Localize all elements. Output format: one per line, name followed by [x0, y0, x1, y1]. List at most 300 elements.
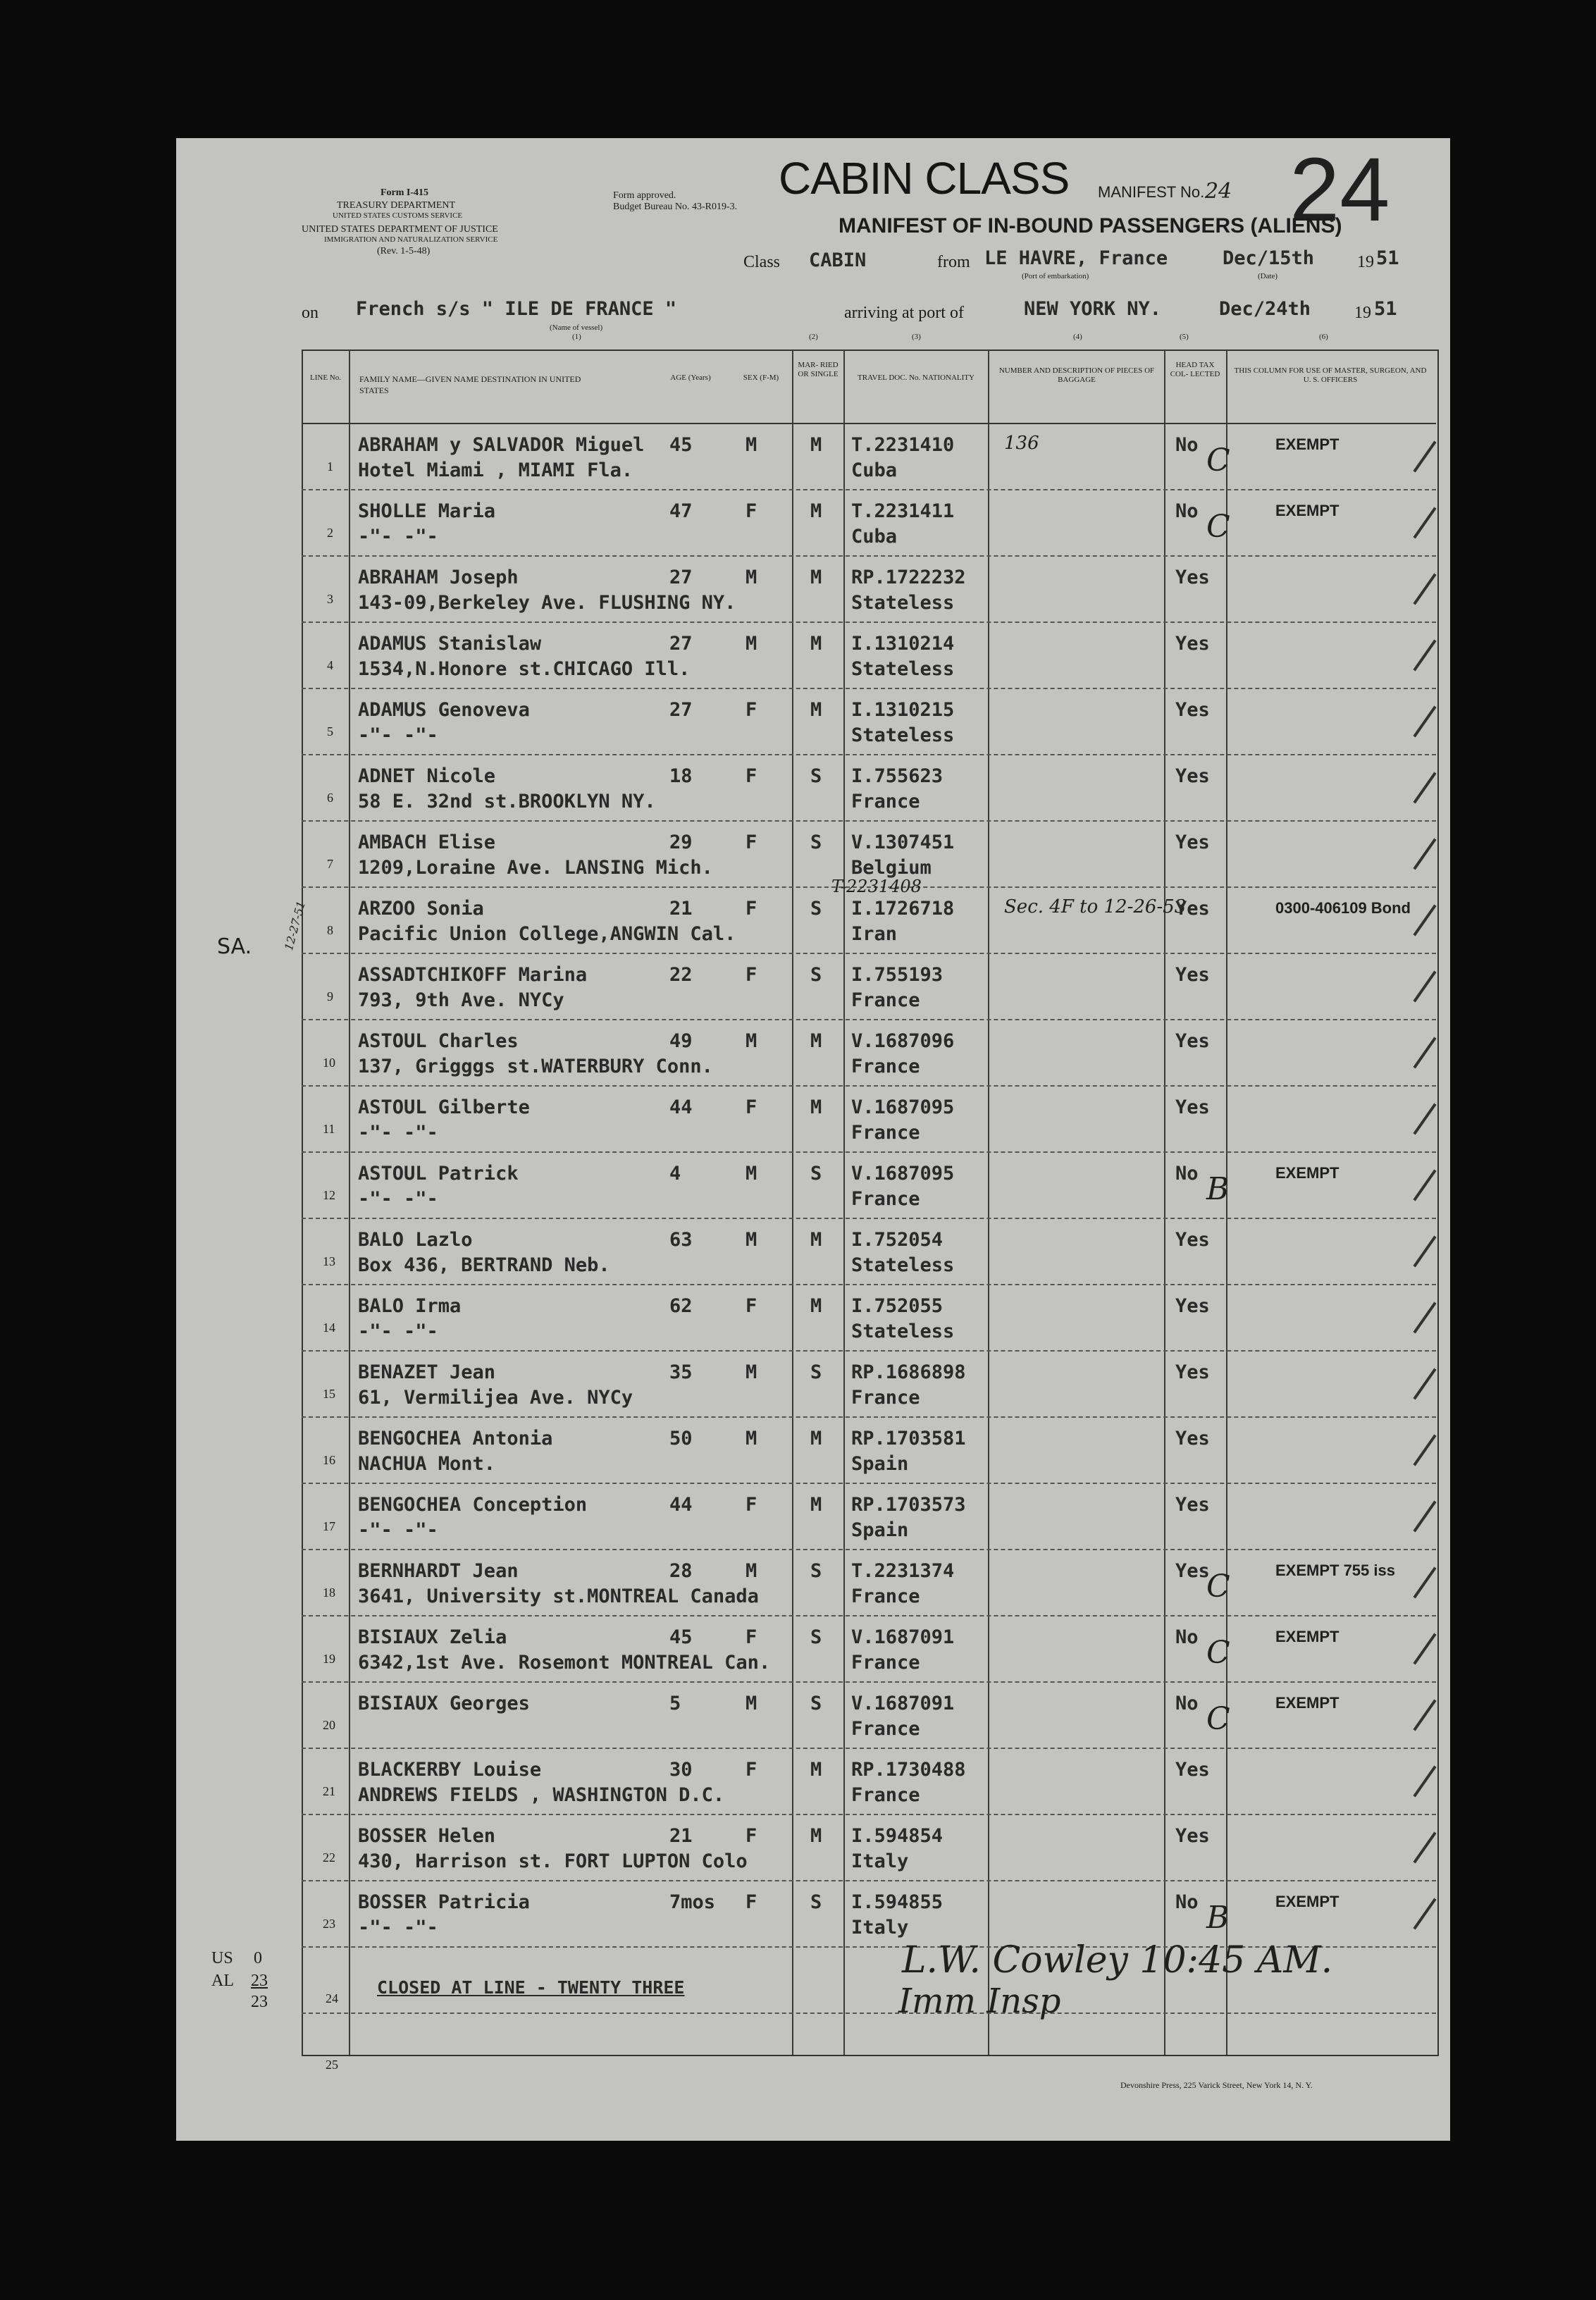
sex: F [746, 1494, 757, 1516]
header-age: AGE (Years) [670, 373, 711, 382]
officer-note: EXEMPT 755 iss [1275, 1562, 1395, 1579]
age: 27 [669, 699, 693, 721]
age: 45 [669, 1626, 693, 1648]
nationality: Stateless [851, 724, 955, 746]
head-tax-collected: No [1175, 1891, 1199, 1913]
marital-status: M [810, 1428, 822, 1449]
line-number: 7 [327, 857, 333, 871]
form-revision: (Rev. 1-5-48) [377, 246, 431, 256]
head-tax-collected: Yes [1175, 1494, 1210, 1516]
date-caption: (Date) [1258, 272, 1278, 280]
head-tax-collected: Yes [1175, 1361, 1210, 1383]
row-separator [302, 2013, 1436, 2014]
line-number: 16 [323, 1453, 335, 1467]
age: 28 [669, 1560, 693, 1582]
alien-count-label: AL [211, 1972, 234, 1990]
class-label: Class [743, 253, 781, 271]
header-travel-doc: TRAVEL DOC. No. NATIONALITY [858, 373, 975, 382]
line-number: 2 [327, 526, 333, 540]
year-prefix: 19 [1357, 253, 1374, 271]
travel-doc-number: I.1310215 [851, 699, 955, 721]
row-separator [302, 1549, 1436, 1550]
inspector-title: Imm Insp [898, 1981, 1061, 2021]
col-divider [792, 350, 793, 2055]
destination: 58 E. 32nd st.BROOKLYN NY. [358, 791, 656, 812]
marital-status: M [810, 1759, 822, 1781]
row-separator [302, 1814, 1436, 1815]
head-tax-collected: Yes [1175, 1759, 1210, 1781]
marital-status: M [810, 567, 822, 588]
head-tax-collected: Yes [1175, 1229, 1210, 1251]
manifest-sheet [176, 138, 1450, 2141]
form-approved: Form approved. [613, 190, 676, 201]
head-tax-collected: Yes [1175, 1825, 1210, 1847]
line-number: 22 [323, 1850, 335, 1865]
nationality: France [851, 1652, 920, 1674]
row-separator [302, 1416, 1436, 1418]
travel-doc-number: V.1687095 [851, 1163, 955, 1185]
marital-status: S [810, 1693, 822, 1714]
age: 45 [669, 434, 693, 456]
justice-dept: UNITED STATES DEPARTMENT OF JUSTICE [302, 224, 498, 235]
row-separator [302, 953, 1436, 954]
destination: ANDREWS FIELDS , WASHINGTON D.C. [358, 1784, 725, 1806]
family-given-name: ASSADTCHIKOFF Marina [358, 964, 588, 986]
sex: F [746, 898, 757, 920]
travel-doc-number: RP.1722232 [851, 567, 966, 588]
family-given-name: SHOLLE Maria [358, 500, 496, 522]
alien-count-value: 23 [251, 1972, 268, 1990]
row-separator [302, 1218, 1436, 1219]
sex: M [746, 1693, 757, 1714]
line-number: 4 [327, 658, 333, 672]
family-given-name: BALO Irma [358, 1295, 462, 1317]
family-given-name: BENAZET Jean [358, 1361, 496, 1383]
marital-status: S [810, 1163, 822, 1185]
nationality: Stateless [851, 1321, 955, 1342]
travel-doc-number: V.1687096 [851, 1030, 955, 1052]
destination: -"- -"- [358, 724, 438, 746]
treasury-dept: TREASURY DEPARTMENT [337, 200, 456, 211]
destination: -"- -"- [358, 1321, 438, 1342]
row-separator [302, 1019, 1436, 1020]
tax-exempt-mark: B [1206, 1171, 1230, 1207]
vessel-caption: (Name of vessel) [550, 323, 603, 332]
row-separator [302, 489, 1436, 490]
tax-exempt-mark: C [1206, 509, 1230, 545]
line-number: 13 [323, 1254, 335, 1268]
family-given-name: BERNHARDT Jean [358, 1560, 519, 1582]
travel-doc-number: V.1687091 [851, 1693, 955, 1714]
form-number: Form I-415 [381, 187, 429, 198]
col-5-number: (5) [1180, 333, 1189, 341]
baggage: Sec. 4F to 12-26-53 [1004, 896, 1187, 917]
age: 7mos [669, 1891, 716, 1913]
destination: 137, Grigggs st.WATERBURY Conn. [358, 1056, 713, 1077]
header-married: MAR- RIED OR SINGLE [798, 361, 839, 378]
age: 50 [669, 1428, 693, 1449]
header-officers: THIS COLUMN FOR USE OF MASTER, SURGEON, AND U. S. OFFICERS [1234, 366, 1427, 384]
age: 44 [669, 1494, 693, 1516]
family-given-name: ADAMUS Stanislaw [358, 633, 542, 655]
inspector-signature: L.W. Cowley 10:45 AM. [902, 1939, 1333, 1981]
family-given-name: BENGOCHEA Antonia [358, 1428, 553, 1449]
sex: F [746, 1096, 757, 1118]
sex: F [746, 1759, 757, 1781]
col-6-number: (6) [1319, 333, 1328, 341]
line-number: 5 [327, 724, 333, 738]
budget-bureau: Budget Bureau No. 43-R019-3. [613, 202, 738, 212]
travel-doc-number: I.755623 [851, 765, 944, 787]
officer-note: EXEMPT [1275, 1164, 1340, 1182]
col-divider [988, 350, 989, 2055]
marital-status: S [810, 898, 822, 920]
row-separator [302, 1350, 1436, 1352]
baggage: 136 [1004, 433, 1039, 454]
head-tax-collected: Yes [1175, 898, 1210, 920]
family-given-name: ARZOO Sonia [358, 898, 484, 920]
family-given-name: BENGOCHEA Conception [358, 1494, 588, 1516]
head-tax-collected: No [1175, 434, 1199, 456]
nationality: France [851, 1784, 920, 1806]
sex: M [746, 1163, 757, 1185]
marital-status: S [810, 1891, 822, 1913]
age: 30 [669, 1759, 693, 1781]
row-separator [302, 820, 1436, 822]
destination: -"- -"- [358, 1519, 438, 1541]
destination: -"- -"- [358, 1188, 438, 1210]
manifest-title: MANIFEST OF IN-BOUND PASSENGERS (ALIENS) [839, 214, 1342, 237]
travel-doc-number: I.1310214 [851, 633, 955, 655]
head-tax-collected: No [1175, 500, 1199, 522]
total-count: 23 [251, 1993, 268, 2011]
header-name: FAMILY NAME—GIVEN NAME DESTINATION IN UNITED STATES [359, 374, 581, 395]
destination: -"- -"- [358, 1122, 438, 1144]
marital-status: M [810, 1229, 822, 1251]
sex: M [746, 1560, 757, 1582]
year-prefix-2: 19 [1354, 304, 1371, 322]
destination: 61, Vermilijea Ave. NYCy [358, 1387, 633, 1409]
travel-doc-number: RP.1703573 [851, 1494, 966, 1516]
family-given-name: BISIAUX Zelia [358, 1626, 507, 1648]
age: 63 [669, 1229, 693, 1251]
customs-service: UNITED STATES CUSTOMS SERVICE [333, 211, 463, 220]
col-1-number: (1) [572, 333, 581, 341]
arriving-label: arriving at port of [844, 304, 964, 322]
age: 21 [669, 1825, 693, 1847]
line-number-25: 25 [326, 2058, 338, 2072]
marital-status: S [810, 1361, 822, 1383]
family-given-name: ASTOUL Patrick [358, 1163, 519, 1185]
travel-doc-number: I.594855 [851, 1891, 944, 1913]
marital-status: S [810, 1560, 822, 1582]
col-divider [843, 350, 845, 2055]
tax-exempt-mark: C [1206, 1635, 1230, 1671]
nationality: Cuba [851, 526, 898, 548]
marital-status: S [810, 1626, 822, 1648]
ins-service: IMMIGRATION AND NATURALIZATION SERVICE [324, 235, 498, 244]
family-given-name: BLACKERBY Louise [358, 1759, 542, 1781]
col-divider [1164, 350, 1165, 2055]
line-number: 21 [323, 1784, 335, 1798]
age: 35 [669, 1361, 693, 1383]
sex: M [746, 1361, 757, 1383]
line-number: 3 [327, 592, 333, 606]
row-separator [302, 1151, 1436, 1153]
age: 44 [669, 1096, 693, 1118]
head-tax-collected: Yes [1175, 567, 1210, 588]
row-separator [302, 1748, 1436, 1749]
class-value: CABIN [809, 249, 867, 271]
travel-doc-number: T.2231410 [851, 434, 955, 456]
line-number: 15 [323, 1387, 335, 1401]
family-given-name: ABRAHAM Joseph [358, 567, 519, 588]
travel-doc-number: T.2231374 [851, 1560, 955, 1582]
line-number: 14 [323, 1321, 335, 1335]
destination: 793, 9th Ave. NYCy [358, 989, 564, 1011]
cabin-class-stamp: CABIN CLASS [779, 153, 1070, 204]
head-tax-collected: No [1175, 1693, 1199, 1714]
row-separator [302, 1681, 1436, 1683]
sex: F [746, 500, 757, 522]
destination: Pacific Union College,ANGWIN Cal. [358, 923, 736, 945]
head-tax-collected: Yes [1175, 1428, 1210, 1449]
embarkation-year: 51 [1376, 247, 1399, 269]
sex: M [746, 434, 757, 456]
marital-status: M [810, 699, 822, 721]
destination: 6342,1st Ave. Rosemont MONTREAL Can. [358, 1652, 771, 1674]
marital-status: M [810, 1096, 822, 1118]
family-given-name: AMBACH Elise [358, 831, 496, 853]
line-number: 18 [323, 1585, 335, 1600]
header-head-tax: HEAD TAX COL- LECTED [1170, 361, 1220, 378]
arrival-year: 51 [1374, 298, 1397, 320]
nationality: France [851, 1122, 920, 1144]
officer-note: EXEMPT [1275, 502, 1340, 519]
row-separator [302, 622, 1436, 623]
nationality: France [851, 1718, 920, 1740]
family-given-name: ASTOUL Gilberte [358, 1096, 530, 1118]
head-tax-collected: Yes [1175, 699, 1210, 721]
line-number: 17 [323, 1519, 335, 1533]
nationality: France [851, 1387, 920, 1409]
row-separator [302, 1880, 1436, 1881]
travel-doc-number: I.752054 [851, 1229, 944, 1251]
line-number: 9 [327, 989, 333, 1003]
travel-doc-number: V.1687091 [851, 1626, 955, 1648]
sex: F [746, 1825, 757, 1847]
arrival-port: NEW YORK NY. [1024, 298, 1162, 320]
sex: M [746, 1428, 757, 1449]
row-separator [302, 555, 1436, 557]
line8-doc-correction: T-2231408 [831, 877, 922, 896]
line-number: 6 [327, 791, 333, 805]
row-separator [302, 1284, 1436, 1285]
nationality: France [851, 1188, 920, 1210]
family-given-name: ADNET Nicole [358, 765, 496, 787]
age: 21 [669, 898, 693, 920]
header-divider [302, 423, 1436, 424]
header-sex: SEX (F-M) [743, 373, 779, 382]
travel-doc-number: RP.1703581 [851, 1428, 966, 1449]
nationality: Iran [851, 923, 898, 945]
nationality: Stateless [851, 592, 955, 614]
col-divider [349, 350, 350, 2055]
sex: M [746, 567, 757, 588]
destination: Box 436, BERTRAND Neb. [358, 1254, 610, 1276]
officer-note: 0300-406109 Bond [1275, 899, 1411, 917]
travel-doc-number: I.1726718 [851, 898, 955, 920]
sex: F [746, 831, 757, 853]
nationality: Stateless [851, 1254, 955, 1276]
nationality: France [851, 1056, 920, 1077]
from-label: from [937, 253, 970, 271]
us-count-label: US [211, 1949, 233, 1967]
family-given-name: ABRAHAM y SALVADOR Miguel [358, 434, 645, 456]
travel-doc-number: I.594854 [851, 1825, 944, 1847]
officer-note: EXEMPT [1275, 1694, 1340, 1712]
travel-doc-number: RP.1686898 [851, 1361, 966, 1383]
marital-status: S [810, 964, 822, 986]
col-4-number: (4) [1073, 333, 1082, 341]
travel-doc-number: I.755193 [851, 964, 944, 986]
sex: F [746, 765, 757, 787]
vessel-name: French s/s " ILE DE FRANCE " [356, 298, 677, 320]
marital-status: M [810, 434, 822, 456]
marital-status: M [810, 500, 822, 522]
age: 49 [669, 1030, 693, 1052]
head-tax-collected: Yes [1175, 964, 1210, 986]
line-number: 1 [327, 459, 333, 474]
big-page-number: 24 [1289, 140, 1390, 240]
marital-status: M [810, 1030, 822, 1052]
row-separator [302, 1615, 1436, 1616]
family-given-name: ASTOUL Charles [358, 1030, 519, 1052]
nationality: France [851, 989, 920, 1011]
line-number: 11 [323, 1122, 335, 1136]
header-baggage: NUMBER AND DESCRIPTION OF PIECES OF BAGGAGE [998, 366, 1155, 384]
destination: Hotel Miami , MIAMI Fla. [358, 459, 633, 481]
port-embarkation-caption: (Port of embarkation) [1022, 272, 1089, 280]
embarkation-port: LE HAVRE, France [984, 247, 1168, 269]
destination: 143-09,Berkeley Ave. FLUSHING NY. [358, 592, 736, 614]
line-number: 23 [323, 1917, 335, 1931]
travel-doc-number: I.752055 [851, 1295, 944, 1317]
destination: -"- -"- [358, 1917, 438, 1939]
family-given-name: ADAMUS Genoveva [358, 699, 530, 721]
us-count-value: 0 [254, 1949, 262, 1967]
officer-note: EXEMPT [1275, 1628, 1340, 1645]
officer-note: EXEMPT [1275, 1893, 1340, 1910]
row-separator [302, 1483, 1436, 1484]
destination: 3641, University st.MONTREAL Canada [358, 1585, 759, 1607]
age: 27 [669, 567, 693, 588]
destination: 1209,Loraine Ave. LANSING Mich. [358, 857, 713, 879]
closed-at-line-text: CLOSED AT LINE - TWENTY THREE [377, 1977, 685, 1998]
row-separator [302, 1085, 1436, 1087]
arrival-date: Dec/24th [1219, 298, 1311, 320]
sex: F [746, 699, 757, 721]
marital-status: M [810, 1825, 822, 1847]
margin-note: SA. [217, 934, 252, 959]
sex: M [746, 1229, 757, 1251]
travel-doc-number: RP.1730488 [851, 1759, 966, 1781]
marital-status: M [810, 1494, 822, 1516]
age: 4 [669, 1163, 681, 1185]
age: 62 [669, 1295, 693, 1317]
age: 47 [669, 500, 693, 522]
sex: F [746, 1891, 757, 1913]
destination: 1534,N.Honore st.CHICAGO Ill. [358, 658, 691, 680]
col-2-number: (2) [809, 333, 818, 341]
head-tax-collected: Yes [1175, 1030, 1210, 1052]
manifest-label: MANIFEST No. [1098, 183, 1205, 201]
head-tax-collected: Yes [1175, 831, 1210, 853]
nationality: France [851, 1585, 920, 1607]
officer-note: EXEMPT [1275, 435, 1340, 453]
age: 29 [669, 831, 693, 853]
sex: F [746, 1626, 757, 1648]
head-tax-collected: Yes [1175, 1096, 1210, 1118]
sex: M [746, 633, 757, 655]
row-separator [302, 688, 1436, 689]
destination: -"- -"- [358, 526, 438, 548]
col-3-number: (3) [912, 333, 921, 341]
travel-doc-number: V.1687095 [851, 1096, 955, 1118]
printer-imprint: Devonshire Press, 225 Varick Street, New York 14, N. Y. [1120, 2080, 1313, 2090]
family-given-name: BOSSER Helen [358, 1825, 496, 1847]
sex: F [746, 964, 757, 986]
tax-exempt-mark: C [1206, 1569, 1230, 1605]
age: 18 [669, 765, 693, 787]
nationality: Spain [851, 1453, 909, 1475]
travel-doc-number: V.1307451 [851, 831, 955, 853]
margin-date-stamp: 12-27-51 [282, 899, 308, 952]
head-tax-collected: Yes [1175, 633, 1210, 655]
nationality: Italy [851, 1917, 909, 1939]
nationality: Italy [851, 1850, 909, 1872]
row-separator [302, 754, 1436, 755]
tax-exempt-mark: C [1206, 443, 1230, 478]
head-tax-collected: Yes [1175, 765, 1210, 787]
marital-status: S [810, 831, 822, 853]
on-label: on [302, 304, 318, 322]
header-line-no: LINE No. [310, 373, 341, 382]
marital-status: S [810, 765, 822, 787]
line-number: 19 [323, 1652, 335, 1666]
head-tax-collected: Yes [1175, 1295, 1210, 1317]
destination: NACHUA Mont. [358, 1453, 496, 1475]
embarkation-date: Dec/15th [1223, 247, 1315, 269]
marital-status: M [810, 1295, 822, 1317]
nationality: Belgium [851, 857, 932, 879]
nationality: Stateless [851, 658, 955, 680]
travel-doc-number: T.2231411 [851, 500, 955, 522]
tax-exempt-mark: C [1206, 1701, 1230, 1737]
tax-exempt-mark: B [1206, 1900, 1230, 1936]
age: 22 [669, 964, 693, 986]
nationality: Spain [851, 1519, 909, 1541]
sex: M [746, 1030, 757, 1052]
line-number-24: 24 [326, 1991, 338, 2005]
destination: 430, Harrison st. FORT LUPTON Colo [358, 1850, 748, 1872]
line-number: 20 [323, 1718, 335, 1732]
age: 5 [669, 1693, 681, 1714]
marital-status: M [810, 633, 822, 655]
line-number: 10 [323, 1056, 335, 1070]
family-given-name: BOSSER Patricia [358, 1891, 530, 1913]
head-tax-collected: Yes [1175, 1560, 1210, 1582]
